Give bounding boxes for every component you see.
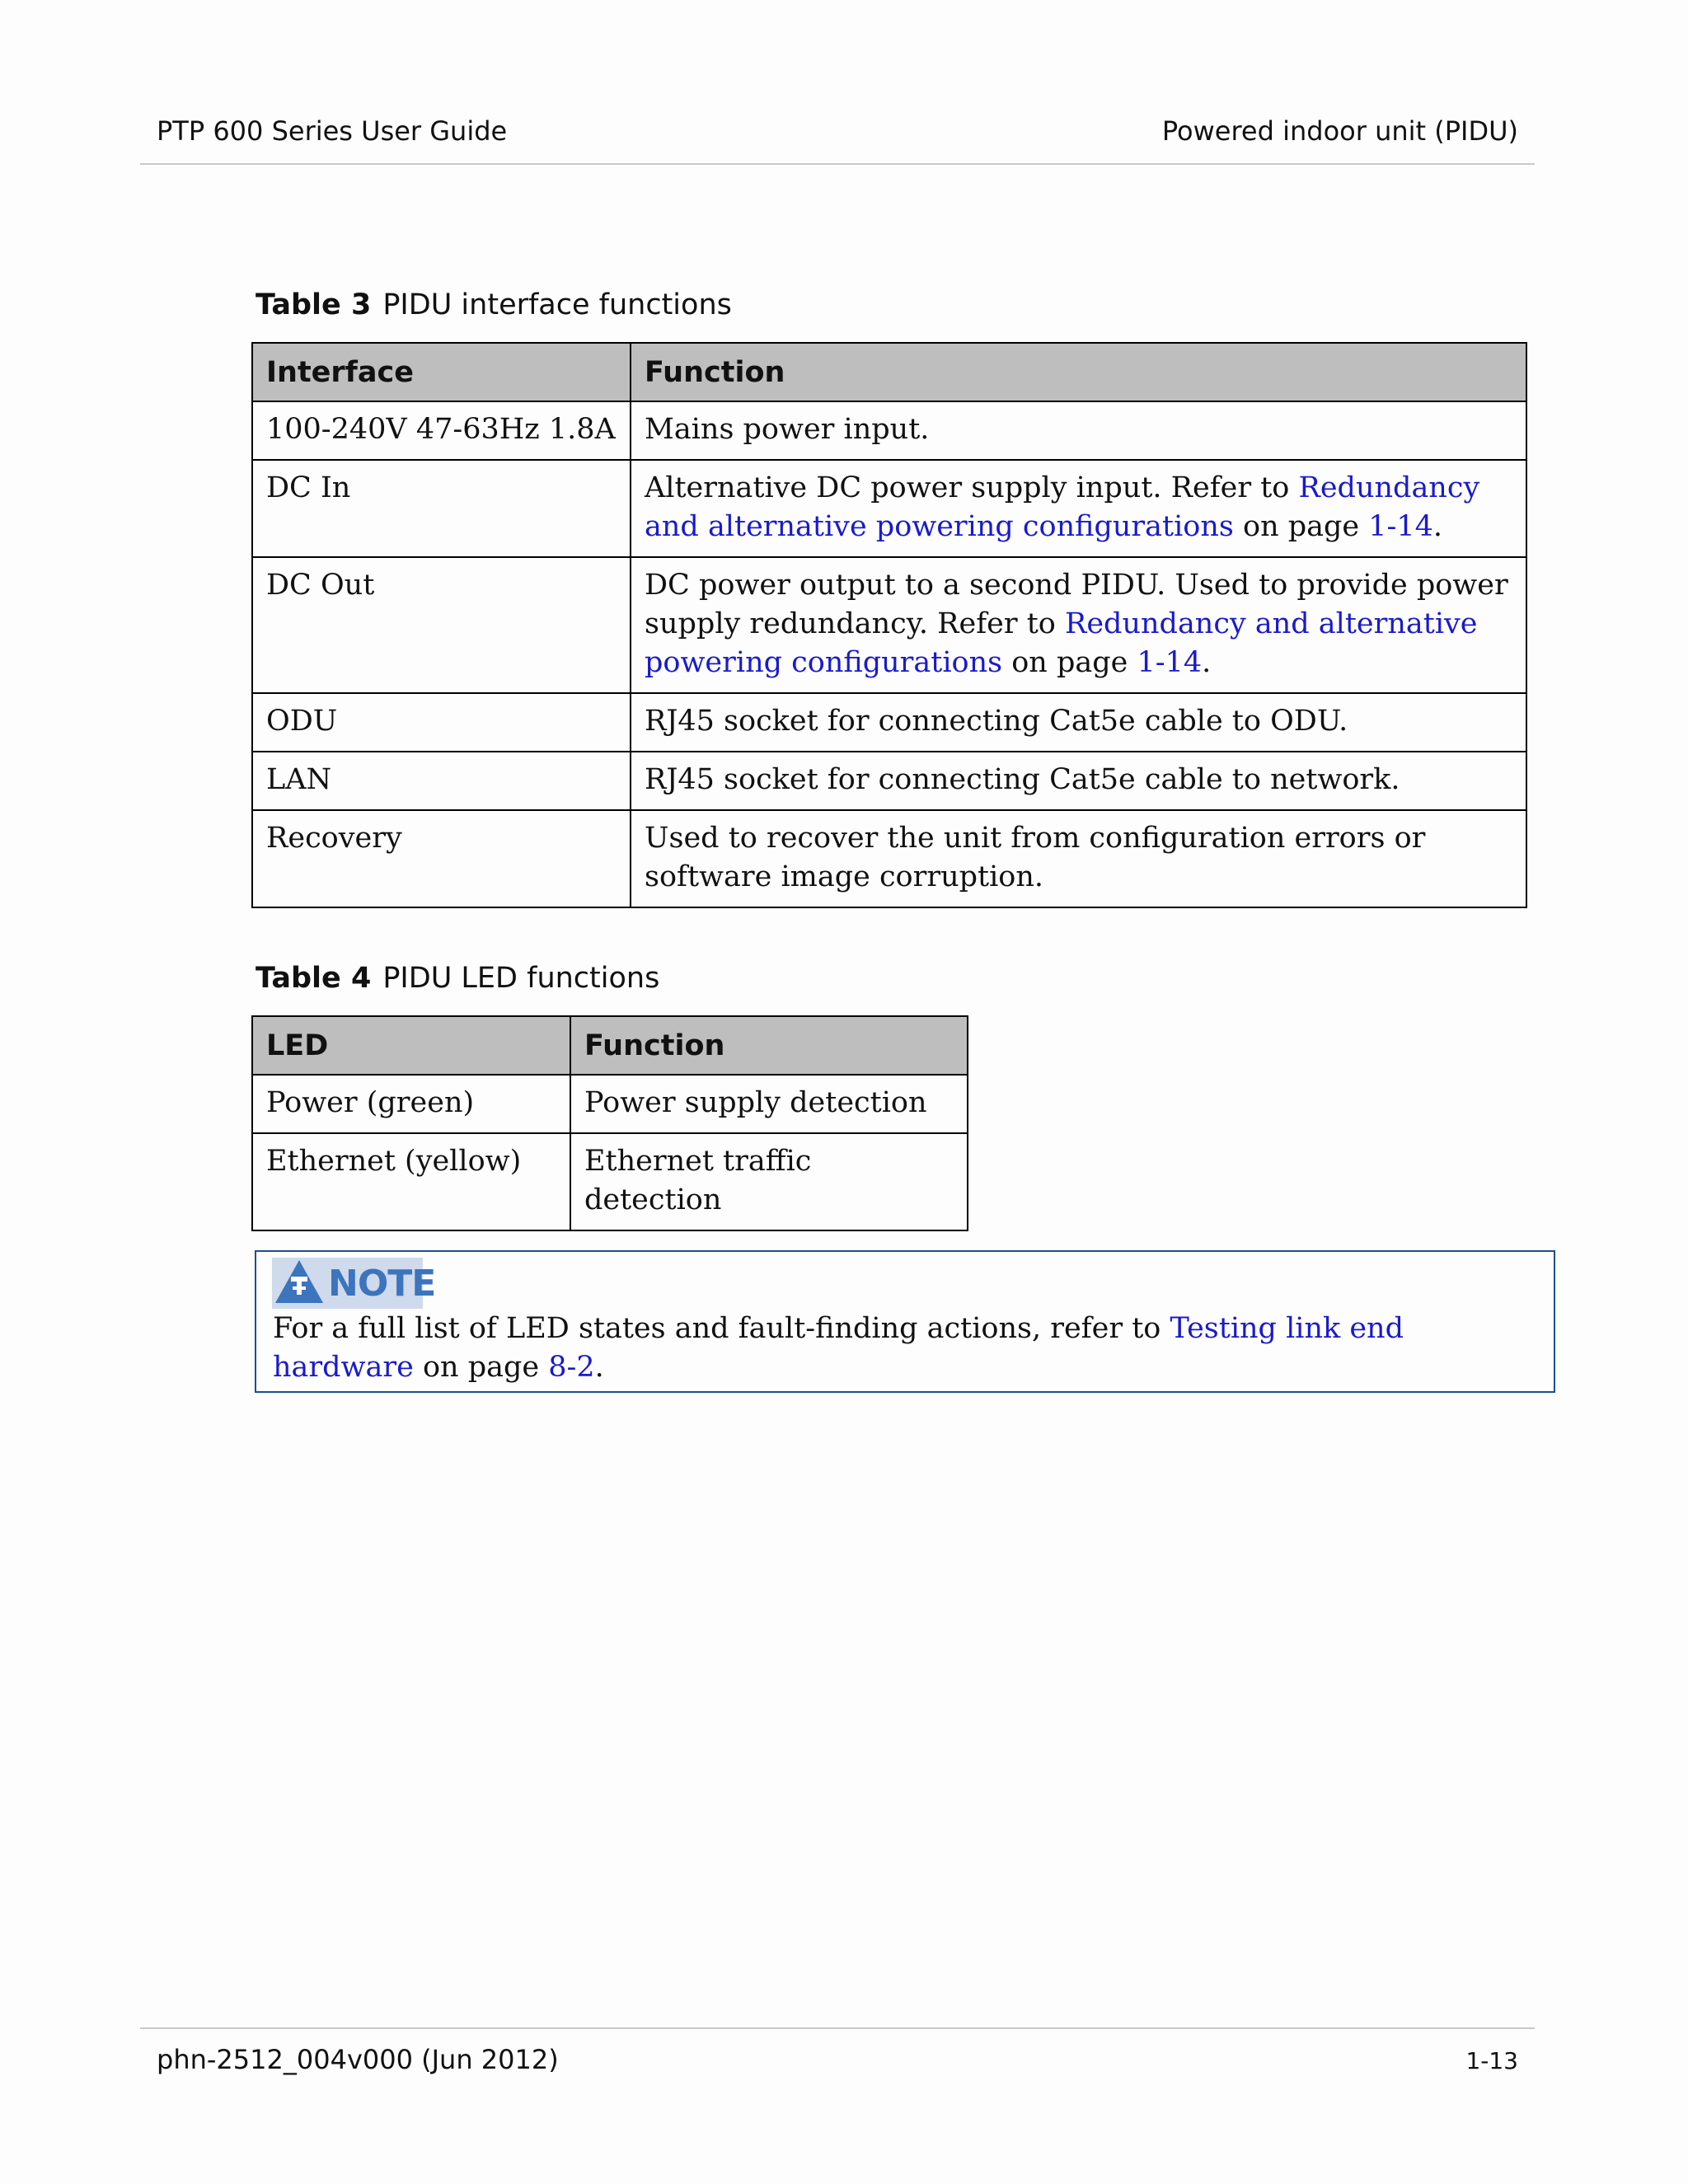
led-cell: Power (green) xyxy=(252,1075,570,1133)
table-header-row xyxy=(252,343,1526,401)
table-row xyxy=(252,810,1526,907)
page-ref-link[interactable]: 1-14 xyxy=(1368,510,1433,543)
interface-cell: DC In xyxy=(252,460,631,557)
interface-cell: 100-240V 47-63Hz 1.8A xyxy=(252,401,631,460)
column-header-interface: Interface xyxy=(252,343,631,401)
function-text: DC power output to a second PIDU. Used to provide power supply redundancy. Refer to xyxy=(645,569,1508,640)
function-text: on page xyxy=(1233,510,1369,543)
testing-hardware-link[interactable]: Testing link end hardware xyxy=(273,1312,1404,1384)
function-text: . xyxy=(1202,646,1212,679)
function-cell: RJ45 socket for connecting Cat5e cable to ODU. xyxy=(631,693,1526,752)
interface-cell: ODU xyxy=(252,693,631,752)
table-row xyxy=(252,693,1526,752)
function-cell: Used to recover the unit from configuration errors or software image corruption. xyxy=(631,810,1526,907)
page-footer xyxy=(140,2027,1535,2079)
note-text-pre: For a full list of LED states and fault-finding actions, refer to xyxy=(273,1312,1170,1345)
header-section-title: Powered indoor unit (PIDU) xyxy=(1161,115,1518,147)
table-row xyxy=(252,1133,968,1230)
table-row xyxy=(252,557,1526,693)
note-badge xyxy=(272,1258,436,1309)
table4-title: PIDU LED functions xyxy=(382,962,660,995)
redundancy-link[interactable]: Redundancy and alternative powering configurations xyxy=(645,607,1478,679)
note-box xyxy=(255,1250,1555,1393)
page-ref-link[interactable]: 8-2 xyxy=(548,1351,595,1384)
table3-label: Table 3 xyxy=(256,288,372,321)
table3-caption xyxy=(256,288,732,321)
function-cell: Mains power input. xyxy=(631,401,1526,460)
function-text: Alternative DC power supply input. Refer to xyxy=(645,471,1299,504)
note-warning-icon xyxy=(272,1258,325,1309)
pidu-interface-table xyxy=(251,342,1527,908)
note-text-mid: on page xyxy=(413,1351,549,1384)
led-cell: Ethernet (yellow) xyxy=(252,1133,570,1230)
table-row xyxy=(252,1075,968,1133)
column-header-function: Function xyxy=(631,343,1526,401)
note-text xyxy=(273,1310,1534,1387)
footer-doc-id: phn-2512_004v000 (Jun 2012) xyxy=(157,2044,559,2075)
table-header-row xyxy=(252,1016,968,1075)
table4-label: Table 4 xyxy=(256,962,372,995)
table-row xyxy=(252,460,1526,557)
interface-cell: DC Out xyxy=(252,557,631,693)
function-cell: RJ45 socket for connecting Cat5e cable to network. xyxy=(631,752,1526,810)
page-number: 1-13 xyxy=(1465,2047,1518,2074)
column-header-function: Function xyxy=(570,1016,968,1075)
function-cell xyxy=(631,557,1526,693)
function-cell: Ethernet traffic detection xyxy=(570,1133,968,1230)
table-row xyxy=(252,401,1526,460)
note-text-end: . xyxy=(594,1351,604,1384)
page-ref-link[interactable]: 1-14 xyxy=(1137,646,1203,679)
table-row xyxy=(252,752,1526,810)
interface-cell: Recovery xyxy=(252,810,631,907)
column-header-led: LED xyxy=(252,1016,570,1075)
function-text: on page xyxy=(1002,646,1137,679)
function-cell xyxy=(631,460,1526,557)
redundancy-link[interactable]: Redundancy and alternative powering configurations xyxy=(645,471,1480,543)
function-text: . xyxy=(1432,510,1443,543)
page-header xyxy=(140,99,1535,165)
header-doc-title: PTP 600 Series User Guide xyxy=(157,115,508,147)
interface-cell: LAN xyxy=(252,752,631,810)
table3-title: PIDU interface functions xyxy=(382,288,732,321)
table4-caption xyxy=(256,962,659,995)
note-label: NOTE xyxy=(328,1262,436,1305)
function-cell: Power supply detection xyxy=(570,1075,968,1133)
pidu-led-table xyxy=(251,1015,968,1231)
